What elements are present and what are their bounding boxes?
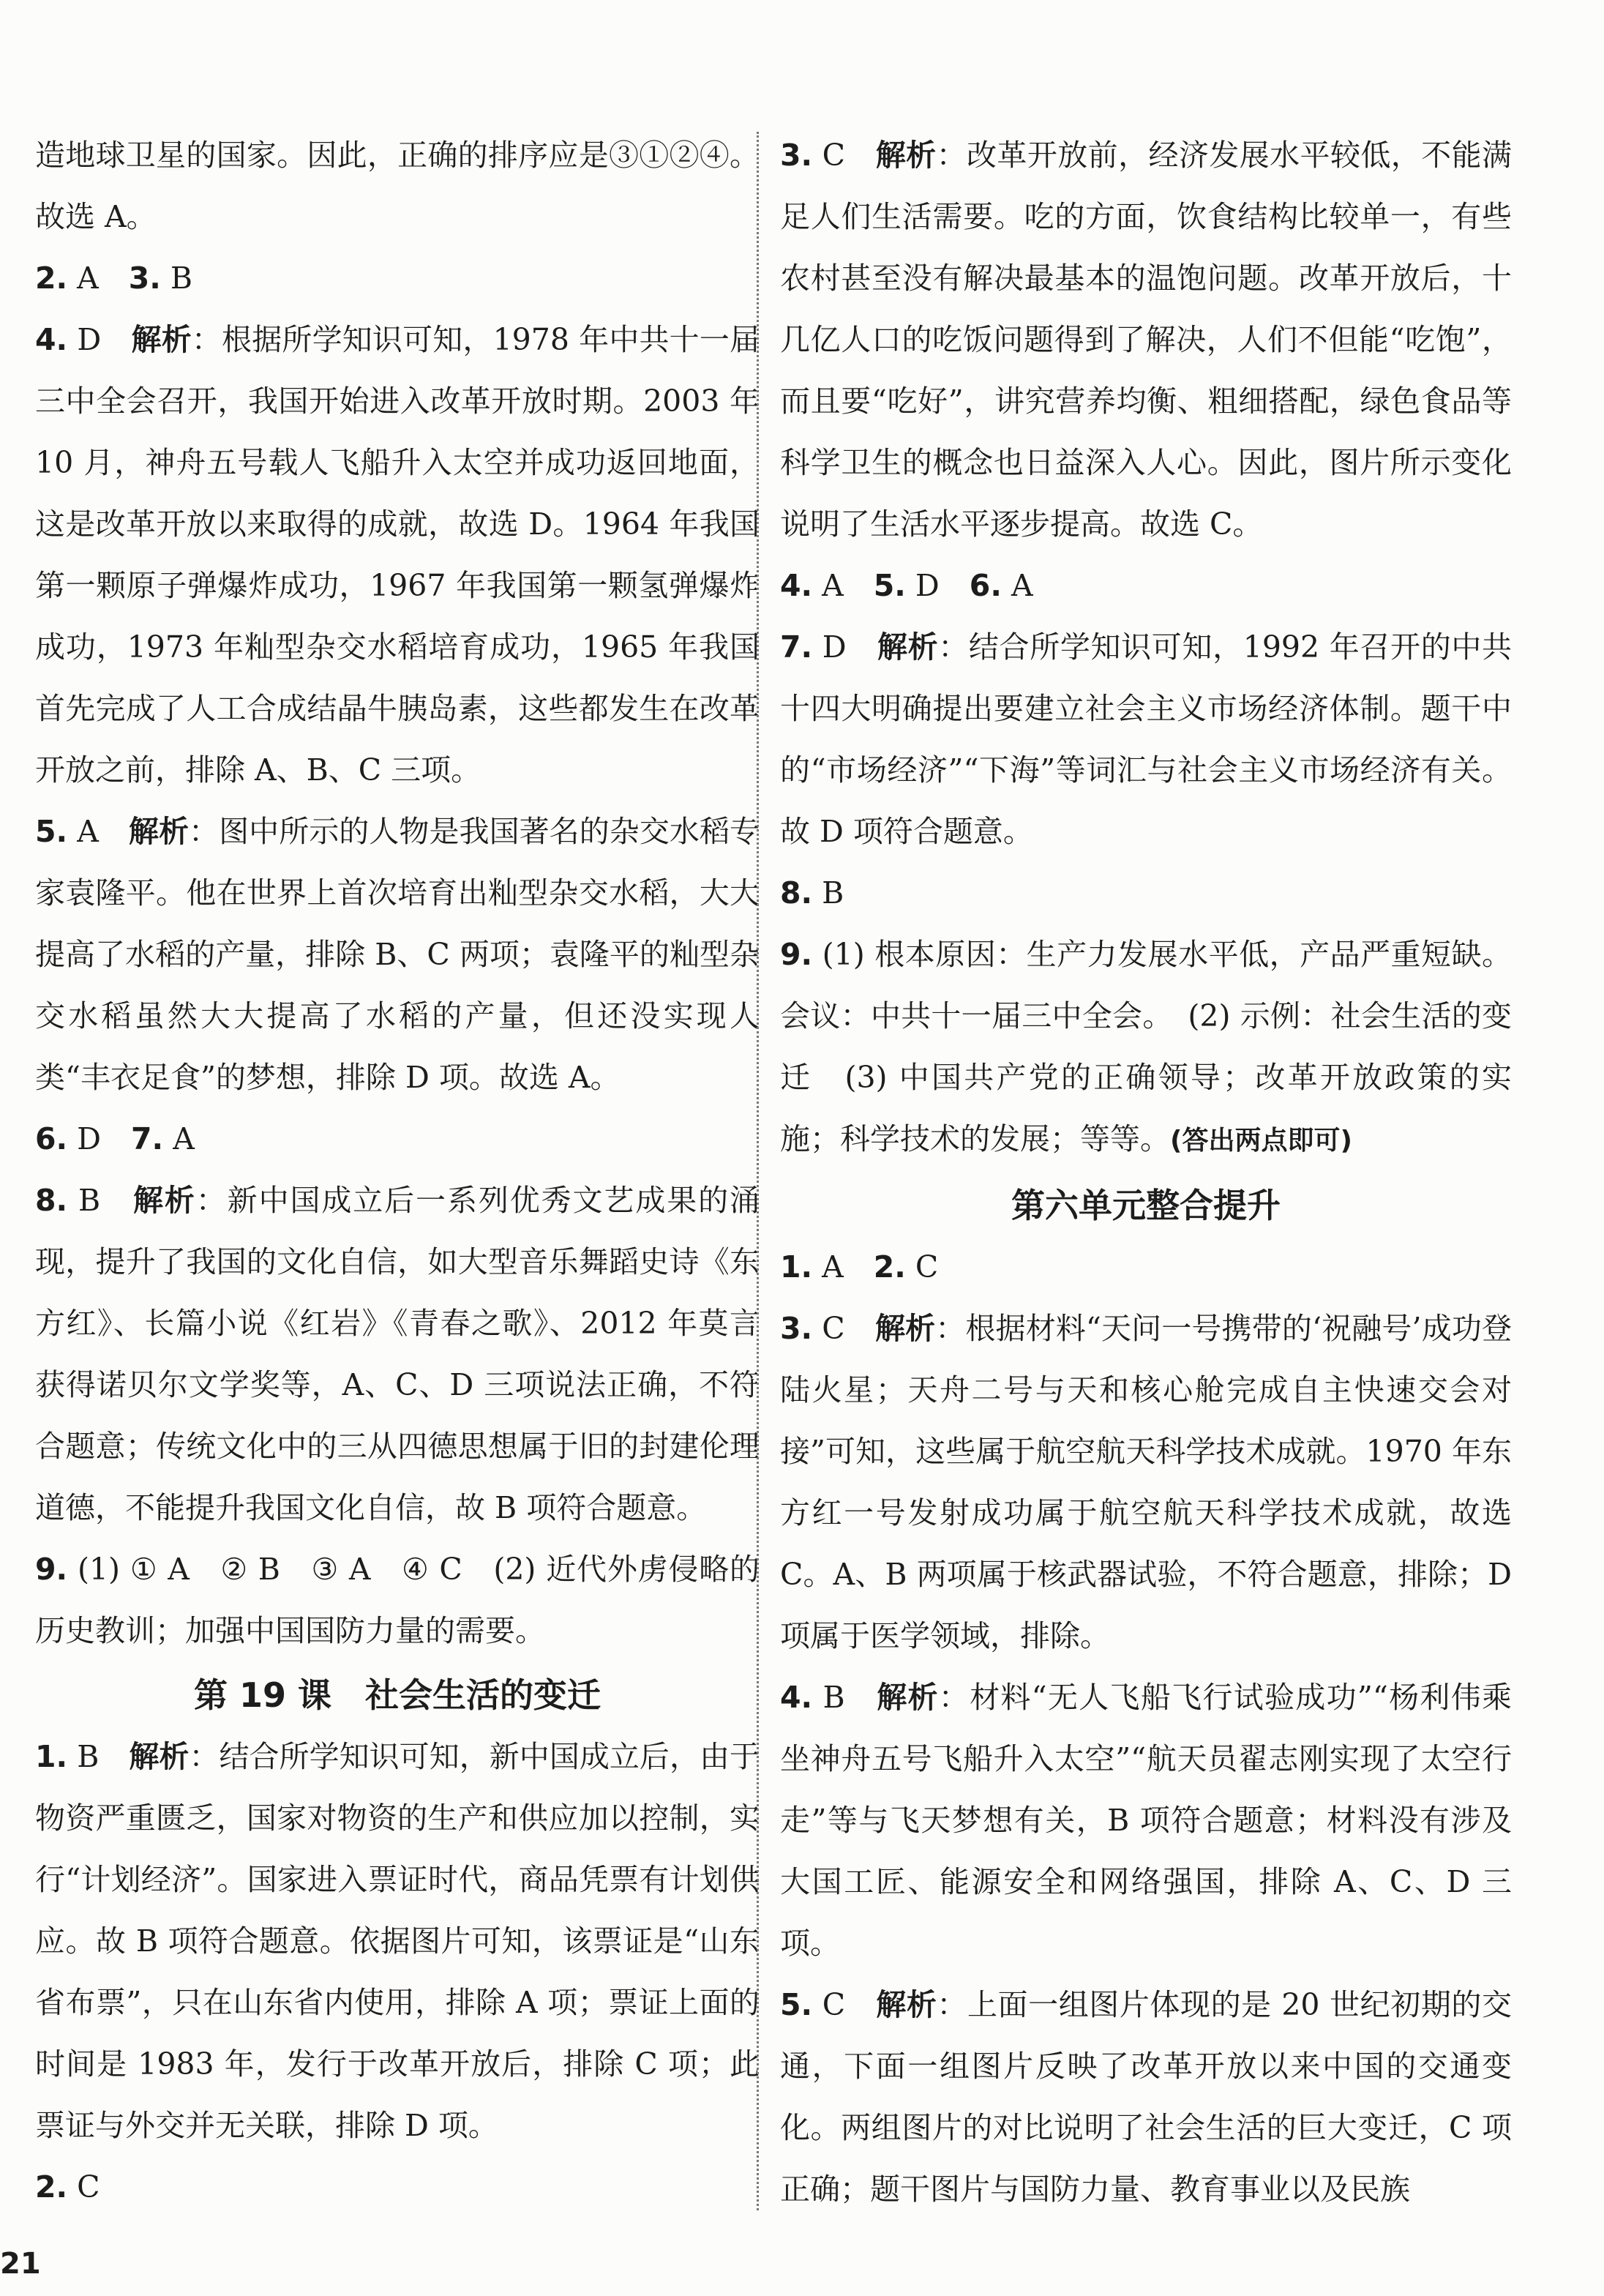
answer-paragraph <box>780 1974 1512 2220</box>
answer-paragraph <box>780 1667 1512 1974</box>
answer-choice: D <box>77 1121 102 1156</box>
analysis-label: 解析 <box>875 138 937 173</box>
answer-paragraph <box>780 924 1512 1172</box>
question-number: 8. <box>35 1183 68 1218</box>
answer-text: ：结合所学知识可知，1992 年召开的中共十四大明确提出要建立社会主义市场经济体制。题干中的“市场经济”“下海”等词汇与社会主义市场经济有关。故 D 项符合题意。 <box>780 629 1512 849</box>
answer-text: (1) ① A ② B ③ A ④ C (2) 近代外虏侵略的历史教训；加强中国国防力量的需要。 <box>35 1552 760 1648</box>
answer-paragraph <box>35 1726 760 2156</box>
question-number: 4. <box>780 1680 813 1715</box>
answer-choice: C <box>822 1311 845 1346</box>
question-number: 9. <box>35 1552 68 1587</box>
question-number: 5. <box>873 568 906 603</box>
analysis-label: 解析 <box>876 1987 937 2022</box>
answer-choice: B <box>170 261 193 296</box>
answer-text: ：图中所示的人物是我国著名的杂交水稻专家袁隆平。他在世界上首次培育出籼型杂交水稻，大大提高了水稻的产量，排除 B、C 两项；袁隆平的籼型杂交水稻虽然大大提高了水稻的产量，但还没实现人类“丰衣足食”的梦想，排除 D 项。故选 A。 <box>35 814 760 1095</box>
question-number: 7. <box>780 629 813 665</box>
answer-choice: A <box>1011 568 1033 603</box>
answer-line <box>780 1236 1512 1298</box>
answer-note: (答出两点即可) <box>1170 1126 1352 1156</box>
answer-text: ：新中国成立后一系列优秀文艺成果的涌现，提升了我国的文化自信，如大型音乐舞蹈史诗《东方红》、长篇小说《红岩》《青春之歌》、2012 年莫言获得诺贝尔文学奖等，A、C、D 三项说法正确，不符合题意；传统文化中的三从四德思想属于旧的封建伦理道德，不能提升我国文化自信，故 B 项符合题意。 <box>35 1183 760 1525</box>
analysis-label: 解析 <box>877 1680 939 1715</box>
question-number: 6. <box>969 568 1002 603</box>
answer-choice: A <box>77 814 99 849</box>
unit-heading: 第六单元整合提升 <box>1011 1186 1281 1225</box>
answer-choice: B <box>78 1183 101 1218</box>
answer-text: (1) 根本原因：生产力发展水平低，产品严重短缺。会议：中共十一届三中全会。 (2) 示例：社会生活的变迁 (3) 中国共产党的正确领导；改革开放政策的实施；科学技术的发展；等等。 <box>780 937 1512 1156</box>
analysis-label: 解析 <box>874 1311 936 1346</box>
answer-choice: B <box>822 1680 845 1715</box>
analysis-label: 解析 <box>132 1183 196 1218</box>
answer-paragraph <box>35 801 760 1108</box>
analysis-label: 解析 <box>129 1739 190 1774</box>
answer-line <box>780 862 1512 924</box>
question-number: 4. <box>35 322 68 357</box>
answer-choice: A <box>77 261 99 296</box>
analysis-label: 解析 <box>877 629 939 665</box>
answer-line <box>35 247 760 309</box>
question-number: 4. <box>780 568 813 603</box>
answer-paragraph <box>35 1538 760 1661</box>
answer-text: ：根据材料“天问一号携带的‘祝融号’成功登陆火星；天舟二号与天和核心舱完成自主快速交会对接”可知，这些属于航空航天科学技术成就。1970 年东方红一号发射成功属于航空航天科学技术成就，故选 C。A、B 两项属于核武器试验，不符合题意，排除；D 项属于医学领域，排除。 <box>780 1311 1512 1653</box>
question-number: 8. <box>780 875 813 910</box>
answer-paragraph <box>35 1170 760 1538</box>
question-number: 1. <box>35 1739 68 1774</box>
answer-choice: C <box>822 1987 846 2022</box>
answer-choice: D <box>915 568 940 603</box>
answer-choice: A <box>173 1121 195 1156</box>
answer-choice: C <box>915 1249 939 1285</box>
question-number: 5. <box>780 1987 813 2022</box>
answer-line <box>35 1108 760 1170</box>
page-number: 21 <box>0 2247 41 2281</box>
answer-line <box>35 2156 760 2218</box>
answer-choice: D <box>77 322 102 357</box>
question-number: 3. <box>780 138 813 173</box>
answer-choice: C <box>77 2169 100 2205</box>
column-divider <box>757 132 759 2210</box>
question-number: 2. <box>35 2169 68 2205</box>
answer-paragraph <box>780 1298 1512 1667</box>
right-column <box>780 124 1512 2220</box>
question-number: 2. <box>35 261 68 296</box>
answer-choice: D <box>822 629 847 665</box>
answer-paragraph <box>35 124 760 247</box>
analysis-label: 解析 <box>131 322 192 357</box>
answer-choice: A <box>822 568 844 603</box>
answer-text: 造地球卫星的国家。因此，正确的排序应是③①②④。故选 A。 <box>35 138 760 234</box>
question-number: 6. <box>35 1121 68 1156</box>
question-number: 2. <box>873 1249 906 1285</box>
answer-paragraph <box>780 616 1512 862</box>
answer-choice: C <box>822 138 845 173</box>
question-number: 5. <box>35 814 68 849</box>
question-number: 3. <box>128 261 161 296</box>
answer-text: ：结合所学知识可知，新中国成立后，由于物资严重匮乏，国家对物资的生产和供应加以控制，实行“计划经济”。国家进入票证时代，商品凭票有计划供应。故 B 项符合题意。依据图片可知，该票证是“山东省布票”，只在山东省内使用，排除 A 项；票证上面的时间是 1983 年，发行于改革开放后，排除 C 项；此票证与外交并无关联，排除 D 项。 <box>35 1739 760 2143</box>
question-number: 1. <box>780 1249 813 1285</box>
answer-text: ：材料“无人飞船飞行试验成功”“杨利伟乘坐神舟五号飞船升入太空”“航天员翟志刚实现了太空行走”等与飞天梦想有关，B 项符合题意；材料没有涉及大国工匠、能源安全和网络强国，排除 A、C、D 三项。 <box>780 1680 1512 1961</box>
question-number: 7. <box>131 1121 164 1156</box>
left-column <box>35 124 760 2218</box>
answer-choice: B <box>77 1739 100 1774</box>
question-number: 9. <box>780 937 813 972</box>
analysis-label: 解析 <box>128 814 190 849</box>
answer-text: ：上面一组图片体现的是 20 世纪初期的交通，下面一组图片反映了改革开放以来中国的交通变化。两组图片的对比说明了社会生活的巨大变迁，C 项正确；题干图片与国防力量、教育事业以及民族 <box>780 1987 1512 2207</box>
answer-text: ：根据所学知识可知，1978 年中共十一届三中全会召开，我国开始进入改革开放时期。2003 年 10 月，神舟五号载人飞船升入太空并成功返回地面，这是改革开放以来取得的成就，故选 D。1964 年我国第一颗原子弹爆炸成功，1967 年我国第一颗氢弹爆炸成功，1973 年籼型杂交水稻培育成功，1965 年我国首先完成了人工合成结晶牛胰岛素，这些都发生在改革开放之前，排除 A、B、C 三项。 <box>35 322 760 788</box>
answer-text: ：改革开放前，经济发展水平较低，不能满足人们生活需要。吃的方面，饮食结构比较单一，有些农村甚至没有解决最基本的温饱问题。改革开放后，十几亿人口的吃饭问题得到了解决，人们不但能“吃饱”，而且要“吃好”，讲究营养均衡、粗细搭配，绿色食品等科学卫生的概念也日益深入人心。因此，图片所示变化说明了生活水平逐步提高。故选 C。 <box>780 138 1513 542</box>
answer-choice: B <box>822 875 844 910</box>
answer-paragraph <box>780 124 1512 555</box>
answer-line <box>780 555 1512 616</box>
question-number: 3. <box>780 1311 813 1346</box>
answer-paragraph <box>35 309 760 801</box>
lesson-heading: 第 19 课 社会生活的变迁 <box>193 1675 602 1715</box>
answer-choice: A <box>822 1249 844 1285</box>
